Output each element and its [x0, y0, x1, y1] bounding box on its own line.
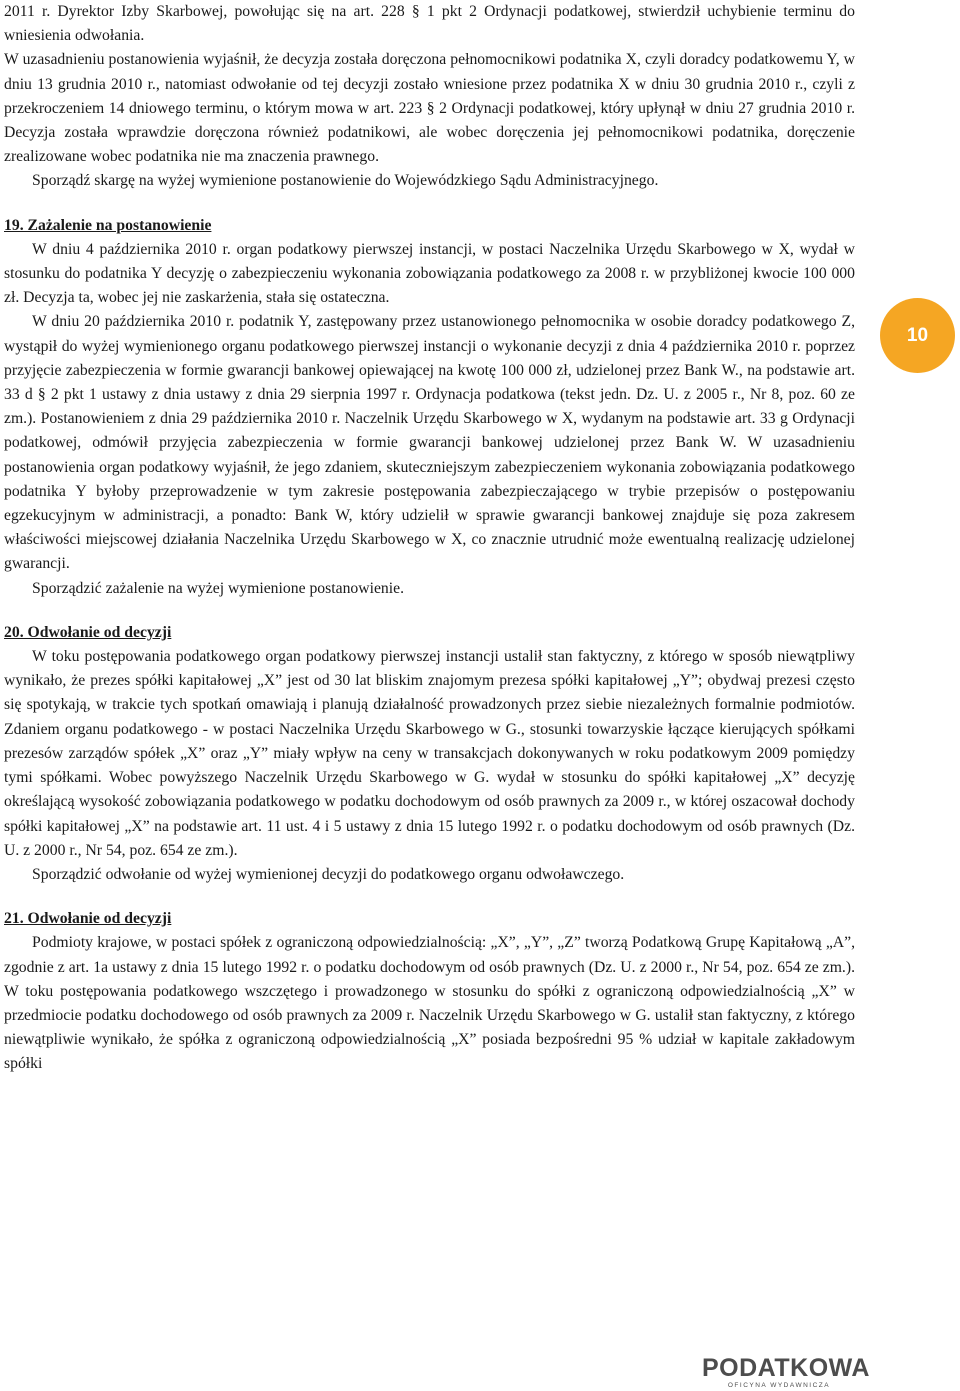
intro-paragraph-1: 2011 r. Dyrektor Izby Skarbowej, powołując się na art. 228 § 1 pkt 2 Ordynacji podatkowej, stwierdził uchybienie terminu do wniesienia odwołania.: [4, 3, 855, 45]
logo-tagline: OFICYNA WYDAWNICZA: [727, 1382, 831, 1389]
section-19-instruction: Sporządzić zażalenie na wyżej wymienione postanowienie.: [32, 579, 404, 597]
section-21-title: 21. Odwołanie od decyzji: [4, 910, 172, 928]
section-19-paragraph-2: W dniu 20 października 2010 r. podatnik Y, zastępowany przez ustanowionego pełnomocnika w osobie doradcy podatkowego Z, wystąpił do wyżej wymienionego organu podatkowego pierwszej instancji o wykonanie decyzji z dnia 4 października 2010 r. poprzez przyjęcie zabezpieczenia w formie gwarancji bankowej opiewającej na kwotę 100 000 zł, udzielonej przez Bank W., na podstawie art. 33 d § 2 pkt 1 ustawy z dnia ustawy z dnia 29 sierpnia 1997 r. Ordynacja podatkowa (tekst jedn. Dz. U. z 2005 r., Nr 8, poz. 60 ze zm.). Postanowieniem z dnia 29 października 2010 r. Naczelnik Urzędu Skarbowego w X, wydanym na podstawie art. 33 g Ordynacji podatkowej, odmówił przyjęcia zabezpieczenia w formie gwarancji bankowej udzielonej przez Bank W. W uzasadnieniu postanowienia organ podatkowy wyjaśnił, że jego zdaniem, skuteczniejszym zabezpieczeniem wykonania zobowiązania podatkowego podatnika Y byłoby przeprowadzenie w tym zakresie postępowania zabezpieczającego w trybie przepisów o postępowaniu egzekucyjnym w administracji, a ponadto: Bank W, który udzielił w sprawie gwarancji bankowej znajduje się poza zakresem właściwości miejscowej działania Naczelnika Urzędu Skarbowego w X, co znacznie utrudnić może ewentualną realizację udzielonej gwarancji.: [4, 313, 855, 573]
section-20-paragraph-1: W toku postępowania podatkowego organ podatkowy pierwszej instancji ustalił stan faktyczny, z którego w sposób niewątpliwy wynikało, że prezes spółki kapitałowej „X” jest od 30 lat bliskim znajomym prezesa spółki kapitałowej „Y”; obydwaj prezesi często się spotykają, w trakcie tych spotkań omawiają i planują działalność prowadzonych przez siebie niezależnych formalnie podmiotów. Zdaniem organu podatkowego - w postaci Naczelnika Urzędu Skarbowego w G., stosunki towarzyskie łączące kierujących spółkami prezesów zarządów spółek „X” oraz „Y” miały wpływ na ceny w transakcjach dokonywanych w roku podatkowym 2009 pomiędzy tymi spółkami. Wobec powyższego Naczelnik Urzędu Skarbowego w G. wydał w stosunku do spółki kapitałowej „X” decyzję określającą wysokość zobowiązania podatkowego w podatku dochodowym od osób prawnych za 2009 r., w której oszacował dochody spółki kapitałowej „X” na podstawie art. 11 ust. 4 i 5 ustawy z dnia 15 lutego 1992 r. o podatku dochodowym od osób prawnych (Dz. U. z 2000 r., Nr 54, poz. 654 ze zm.).: [4, 648, 855, 859]
intro-paragraph-2: W uzasadnieniu postanowienia wyjaśnił, że decyzja została doręczona pełnomocnikowi podatnika X, czyli doradcy podatkowemu Y, w dniu 13 grudnia 2010 r., natomiast odwołanie od tej decyzji zostało wniesione przez podatnika X w dniu 30 grudnia 2010 r., czyli z przekroczeniem 14 dniowego terminu, o którym mowa w art. 223 § 2 Ordynacji podatkowej, który upłynął w dniu 27 grudnia 2010 r. Decyzja została wprawdzie doręczona również podatnikowi, ale wobec doręczenia jej pełnomocnikowi podatnika, doręczenie zrealizowane wobec podatnika nie ma znaczenia prawnego.: [4, 51, 855, 166]
section-20: [4, 621, 855, 887]
section-20-title: 20. Odwołanie od decyzji: [4, 623, 172, 641]
section-21-paragraph-1: Podmioty krajowe, w postaci spółek z ograniczoną odpowiedzialnością: „X”, „Y”, „Z” tworzą Podatkową Grupę Kapitałową „A”, zgodnie z art. 1a ustawy z dnia 15 lutego 1992 r. o podatku dochodowym od osób prawnych (Dz. U. z 2000 r., Nr 54, poz. 654 ze zm.). W toku postępowania podatkowego wszczętego i prowadzonego w stosunku do spółki z ograniczoną odpowiedzialnością „X” w przedmiocie podatku dochodowego od osób prawnych za 2009 r. Naczelnik Urzędu Skarbowego w G. ustalił stan faktyczny, z którego niewątpliwie wynikało, że spółka z ograniczoną odpowiedzialnością „X” posiada bezpośredni 95 % udział w kapitale zakładowym spółki: [4, 934, 855, 1073]
page-number-badge: 10: [880, 298, 955, 373]
section-19-paragraph-1: W dniu 4 października 2010 r. organ podatkowy pierwszej instancji, w postaci Naczelnika Urzędu Skarbowego w X, wydał w stosunku do podatnika Y decyzję o zabezpieczeniu wykonania zobowiązania podatkowego za 2008 r. w przybliżonej kwocie 100 000 zł. Decyzja ta, wobec jej nie zaskarżenia, stała się ostateczna.: [4, 240, 855, 307]
document-body: [4, 0, 855, 1077]
section-21: [4, 907, 855, 1076]
intro-instruction: Sporządź skargę na wyżej wymienione postanowienie do Wojewódzkiego Sądu Administracyjnego.: [32, 172, 659, 190]
section-20-instruction: Sporządzić odwołanie od wyżej wymienionej decyzji do podatkowego organu odwoławczego.: [32, 865, 625, 883]
section-19-title: 19. Zażalenie na postanowienie: [4, 216, 212, 234]
section-19: [4, 214, 855, 601]
logo-wordmark: PODATKOWA: [702, 1354, 870, 1382]
publisher-logo: [702, 1354, 870, 1390]
